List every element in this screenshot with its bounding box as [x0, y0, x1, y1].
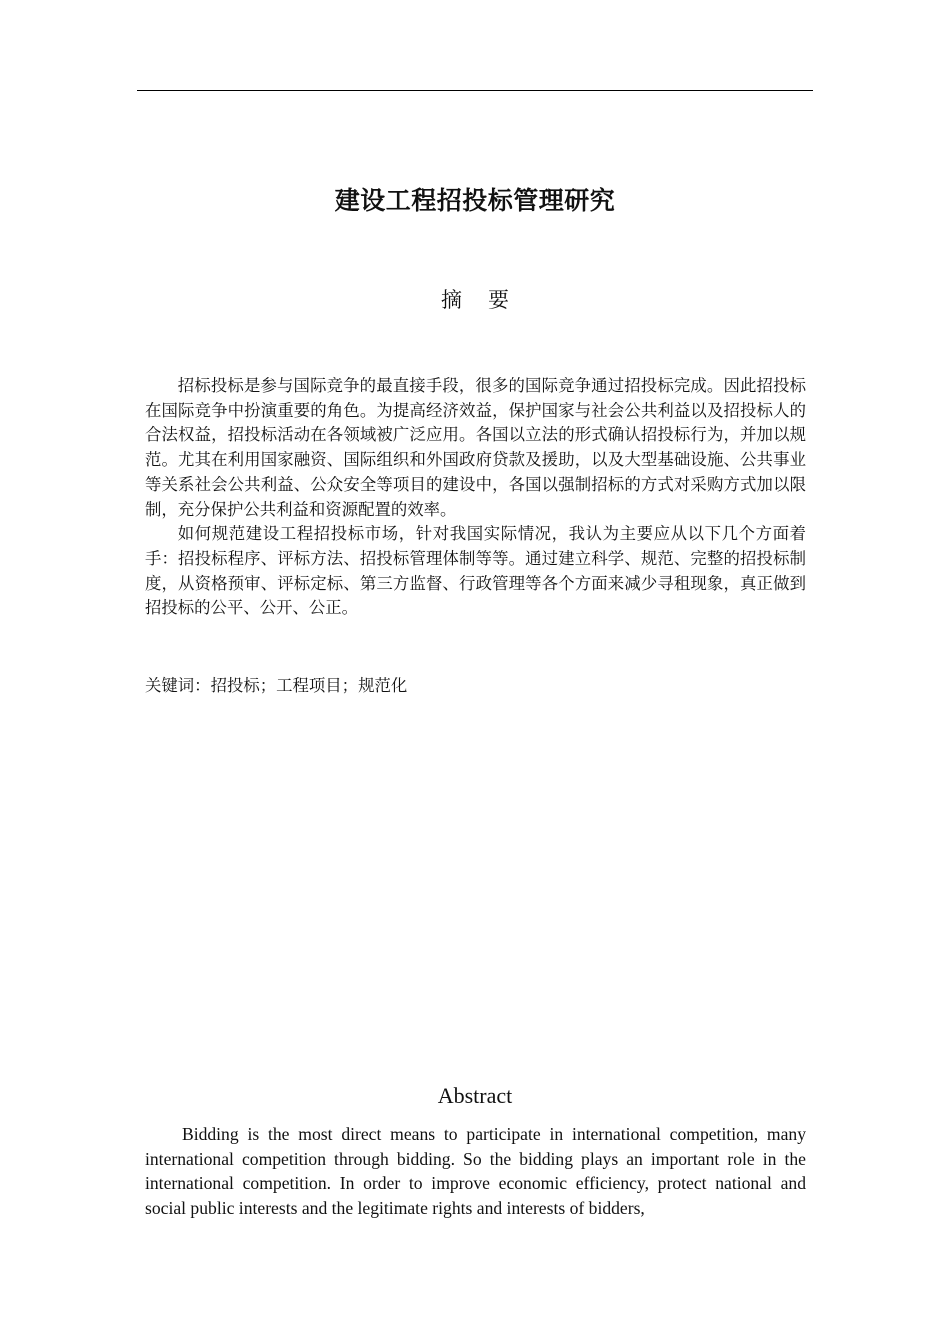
abstract-paragraph-en: Bidding is the most direct means to participate in international competition, many international competition through bidding. So the bidding plays an important role in the international competition. In order to improve economic efficiency, protect national and social public interests and the legitimate rights and interests of bidders,: [145, 1124, 806, 1219]
abstract-body-cn: [145, 374, 806, 621]
abstract-body-en: [145, 1122, 806, 1221]
abstract-paragraph: 如何规范建设工程招投标市场，针对我国实际情况，我认为主要应从以下几个方面着手：招投标程序、评标方法、招投标管理体制等等。通过建立科学、规范、完整的招投标制度，从资格预审、评标定标、第三方监督、行政管理等各个方面来减少寻租现象，真正做到招投标的公平、公开、公正。: [145, 524, 806, 618]
abstract-heading-char-1: 摘: [441, 288, 462, 312]
abstract-heading-en: Abstract: [437, 1083, 513, 1108]
abstract-paragraph: 招标投标是参与国际竞争的最直接手段，很多的国际竞争通过招投标完成。因此招投标在国际竞争中扮演重要的角色。为提高经济效益，保护国家与社会公共利益以及招投标人的合法权益，招投标活动在各领域被广泛应用。各国以立法的形式确认招投标行为，并加以规范。尤其在利用国家融资、国际组织和外国政府贷款及援助，以及大型基础设施、公共事业等关系社会公共利益、公众安全等项目的建设中，各国以强制招标的方式对采购方式加以限制，充分保护公共利益和资源配置的效率。: [145, 376, 806, 519]
keywords-value: 招投标；工程项目；规范化: [210, 676, 408, 695]
header-rule: [137, 90, 813, 91]
keywords-label: 关键词：: [145, 676, 211, 695]
abstract-heading-cn: [0, 284, 950, 316]
document-title: 建设工程招投标管理研究: [334, 186, 616, 215]
keywords-line: [145, 674, 407, 698]
abstract-heading-char-2: 要: [488, 288, 509, 312]
